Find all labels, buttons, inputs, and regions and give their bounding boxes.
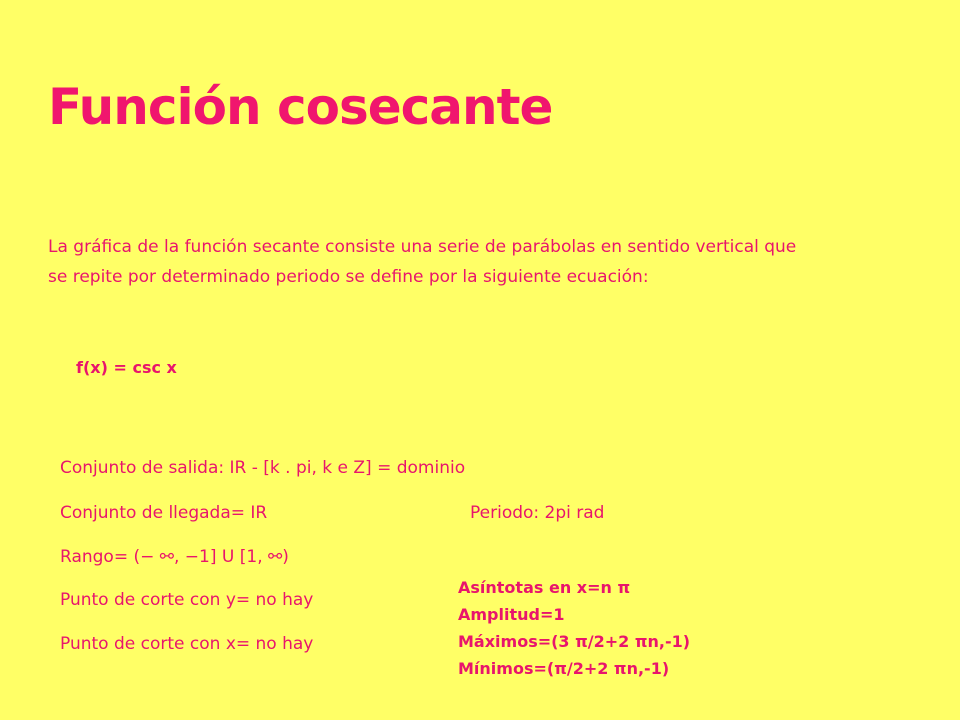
maxima-text: Máximos=(3 π/2+2 πn,-1) [458,632,691,651]
function-properties-block [458,574,690,682]
range-text: Rango= (− ⚯, −1] U [1, ⚯) [60,547,289,567]
intro-line-2: se repite por determinado periodo se define por la siguiente ecuación: [48,267,649,287]
formula: f(x) = csc x [76,358,177,377]
intro-paragraph [48,232,908,292]
y-intercept-text: Punto de corte con y= no hay [60,590,314,610]
intro-line-1: La gráfica de la función secante consiste una serie de parábolas en sentido vertical que [48,237,797,257]
slide-title: Función cosecante [48,78,553,136]
asymptotes-text: Asíntotas en x=n π [458,578,631,597]
x-intercept-text: Punto de corte con x= no hay [60,634,314,654]
amplitude-text: Amplitud=1 [458,605,565,624]
domain-text: Conjunto de salida: IR - [k . pi, k e Z] = dominio [60,458,466,478]
minima-text: Mínimos=(π/2+2 πn,-1) [458,659,670,678]
period-text: Periodo: 2pi rad [470,503,605,523]
codomain-text: Conjunto de llegada= IR [60,503,268,523]
